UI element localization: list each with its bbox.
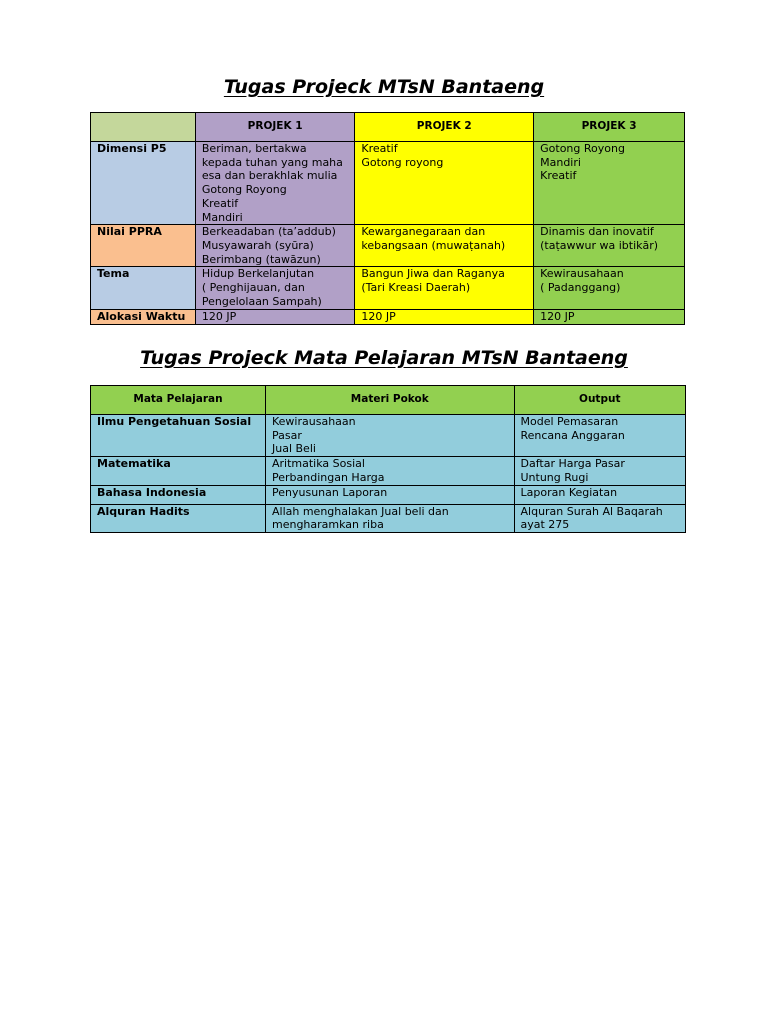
cell-line: Gotong Royong: [201, 183, 287, 197]
output-cell: [514, 457, 686, 485]
table-row: [91, 504, 686, 532]
projek-table: [90, 112, 685, 325]
cell-projek-1: [195, 225, 354, 267]
row-label: Dimensi P5: [91, 142, 196, 225]
mata-pelajaran-table: [90, 385, 686, 533]
document-title: Tugas Projeck MTsN Bantaeng: [223, 76, 545, 98]
cell-line: 120 JP: [201, 310, 237, 324]
materi-cell: [266, 504, 515, 532]
cell-line: Kreatif: [201, 196, 239, 210]
mapel-header-row: [91, 386, 686, 415]
cell-line: Kreatif: [540, 169, 577, 183]
cell-line: 120 JP: [540, 310, 575, 324]
cell-line: Penyusunan Laporan: [272, 485, 388, 499]
header-mata-pelajaran: Mata Pelajaran: [91, 386, 266, 415]
cell-line: ayat 275: [520, 518, 570, 532]
cell-line: Berimbang (tawāzun): [201, 252, 321, 266]
subject-cell: Ilmu Pengetahuan Sosial: [91, 415, 266, 457]
row-alokasi-waktu: [91, 310, 685, 325]
cell-line: Gotong royong: [361, 155, 444, 169]
cell-line: Laporan Kegiatan: [520, 485, 618, 499]
output-cell: [514, 504, 686, 532]
subject-cell: Bahasa Indonesia: [91, 485, 266, 504]
cell-line: Dinamis dan inovatif: [540, 225, 654, 239]
cell-projek-3: [534, 267, 685, 310]
output-cell: [514, 415, 686, 457]
cell-line: Jual Beli: [272, 442, 316, 456]
row-nilai-ppra: [91, 225, 685, 267]
cell-line: ( Penghijauan, dan: [201, 281, 305, 295]
cell-line: Perbandingan Harga: [272, 470, 385, 484]
cell-line: Berkeadaban (ta’addub): [201, 225, 336, 239]
cell-line: Aritmatika Sosial: [272, 457, 365, 471]
header-projek-1: PROJEK 1: [195, 113, 354, 142]
cell-line: ( Padanggang): [540, 281, 621, 295]
cell-projek-3: [534, 142, 685, 225]
subject-cell: Matematika: [91, 457, 266, 485]
cell-line: kepada tuhan yang maha: [201, 155, 343, 169]
row-label: Alokasi Waktu: [91, 310, 196, 325]
cell-line: Rencana Anggaran: [520, 428, 625, 442]
cell-line: Mandiri: [540, 155, 581, 169]
materi-cell: [266, 457, 515, 485]
cell-line: Beriman, bertakwa: [201, 142, 307, 155]
cell-projek-2: [355, 225, 534, 267]
cell-line: Hidup Berkelanjutan: [201, 267, 315, 281]
cell-line: Untung Rugi: [520, 470, 589, 484]
cell-line: Alquran Surah Al Baqarah: [520, 504, 663, 518]
cell-line: (taṭawwur wa ibtikār): [540, 238, 659, 252]
cell-projek-2: [355, 142, 534, 225]
cell-projek-2: [355, 267, 534, 310]
cell-line: Pasar: [272, 428, 302, 442]
cell-line: Allah menghalakan Jual beli dan: [272, 504, 449, 518]
materi-cell: [266, 415, 515, 457]
row-dimensi-p5: [91, 142, 685, 225]
header-materi-pokok: Materi Pokok: [266, 386, 515, 415]
header-output: Output: [514, 386, 686, 415]
cell-projek-2: [355, 310, 534, 325]
row-label: Nilai PPRA: [91, 225, 196, 267]
cell-projek-1: [195, 310, 354, 325]
table-row: [91, 415, 686, 457]
row-label: Tema: [91, 267, 196, 310]
section-title: Tugas Projeck Mata Pelajaran MTsN Bantaeng: [140, 347, 628, 369]
cell-line: mengharamkan riba: [272, 518, 384, 532]
cell-line: Kewarganegaraan dan: [361, 225, 486, 239]
cell-projek-1: [195, 142, 354, 225]
cell-line: Kewirausahaan: [272, 415, 356, 428]
subject-cell: Alquran Hadits: [91, 504, 266, 532]
cell-line: Gotong Royong: [540, 142, 625, 155]
projek-header-row: [91, 113, 685, 142]
cell-projek-3: [534, 225, 685, 267]
cell-projek-3: [534, 310, 685, 325]
cell-line: Model Pemasaran: [520, 415, 619, 428]
table-row: [91, 485, 686, 504]
cell-line: kebangsaan (muwaṭanah): [361, 238, 506, 252]
cell-line: Mandiri: [201, 210, 243, 224]
cell-line: 120 JP: [361, 310, 396, 324]
table-row: [91, 457, 686, 485]
materi-cell: [266, 485, 515, 504]
cell-line: Musyawarah (syūra): [201, 238, 314, 252]
cell-line: Pengelolaan Sampah): [201, 294, 322, 308]
output-cell: [514, 485, 686, 504]
header-corner-cell: [91, 113, 196, 142]
header-projek-2: PROJEK 2: [355, 113, 534, 142]
cell-line: (Tari Kreasi Daerah): [361, 281, 471, 295]
cell-line: esa dan berakhlak mulia: [201, 169, 338, 183]
cell-line: Bangun Jiwa dan Raganya: [361, 267, 505, 281]
header-projek-3: PROJEK 3: [534, 113, 685, 142]
cell-line: Kreatif: [361, 142, 398, 155]
cell-projek-1: [195, 267, 354, 310]
cell-line: Daftar Harga Pasar: [520, 457, 625, 471]
row-tema: [91, 267, 685, 310]
cell-line: Kewirausahaan: [540, 267, 624, 281]
